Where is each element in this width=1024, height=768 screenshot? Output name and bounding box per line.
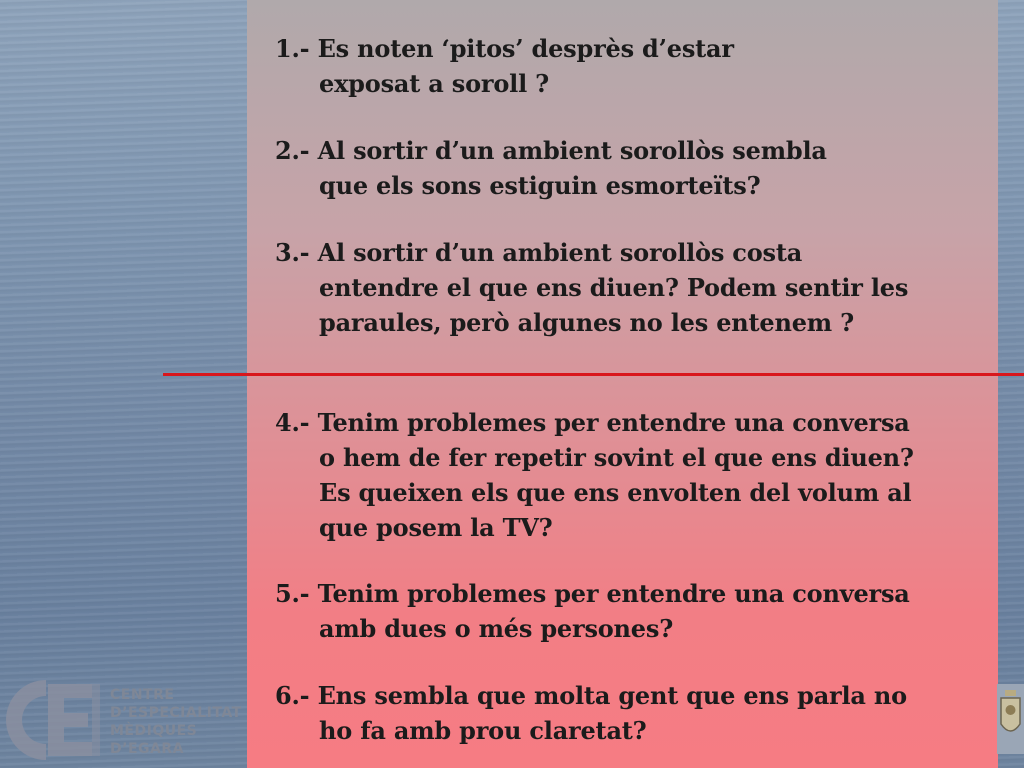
logo-line-3: MÈDIQUES <box>110 723 198 739</box>
crest-seal-icon <box>997 684 1024 754</box>
question-5 <box>275 576 995 646</box>
question-3 <box>275 235 995 340</box>
question-5-line-1: 5.- Tenim problemes per entendre una conversa <box>275 579 910 608</box>
question-panel <box>247 0 998 768</box>
question-1-line-2: exposat a soroll ? <box>319 69 550 98</box>
question-1-line-1: 1.- Es noten ‘pitos’ desprès d’estar <box>275 34 734 63</box>
question-1 <box>275 31 995 101</box>
question-4 <box>275 405 995 545</box>
logo-line-1: CENTRE <box>110 687 175 703</box>
question-3-line-2: entendre el que ens diuen? Podem sentir les <box>319 273 909 302</box>
logo-line-4: D’EGARA <box>110 741 184 757</box>
question-4-line-2: o hem de fer repetir sovint el que ens diuen? <box>319 443 914 472</box>
question-3-line-1: 3.- Al sortir d’un ambient sorollòs costa <box>275 238 803 267</box>
question-3-line-3: paraules, però algunes no les entenem ? <box>319 308 855 337</box>
question-5-line-2: amb dues o més persones? <box>319 614 674 643</box>
section-divider-line <box>163 373 1024 376</box>
question-4-line-4: que posem la TV? <box>319 513 553 542</box>
question-2-line-1: 2.- Al sortir d’un ambient sorollòs sembla <box>275 136 827 165</box>
cee-logo-mark-icon <box>2 672 106 768</box>
question-2-line-2: que els sons estiguin esmorteïts? <box>319 171 761 200</box>
question-2 <box>275 133 995 203</box>
logo-line-2: D’ESPECIALITAT <box>110 705 242 721</box>
question-6-line-1: 6.- Ens sembla que molta gent que ens parla no <box>275 681 907 710</box>
question-6-line-2: ho fa amb prou claretat? <box>319 716 647 745</box>
question-4-line-1: 4.- Tenim problemes per entendre una conversa <box>275 408 910 437</box>
question-4-line-3: Es queixen els que ens envolten del volum al <box>319 478 912 507</box>
cemegara-logo <box>0 670 250 768</box>
logo-wordmark <box>110 686 242 758</box>
question-6 <box>275 678 995 748</box>
